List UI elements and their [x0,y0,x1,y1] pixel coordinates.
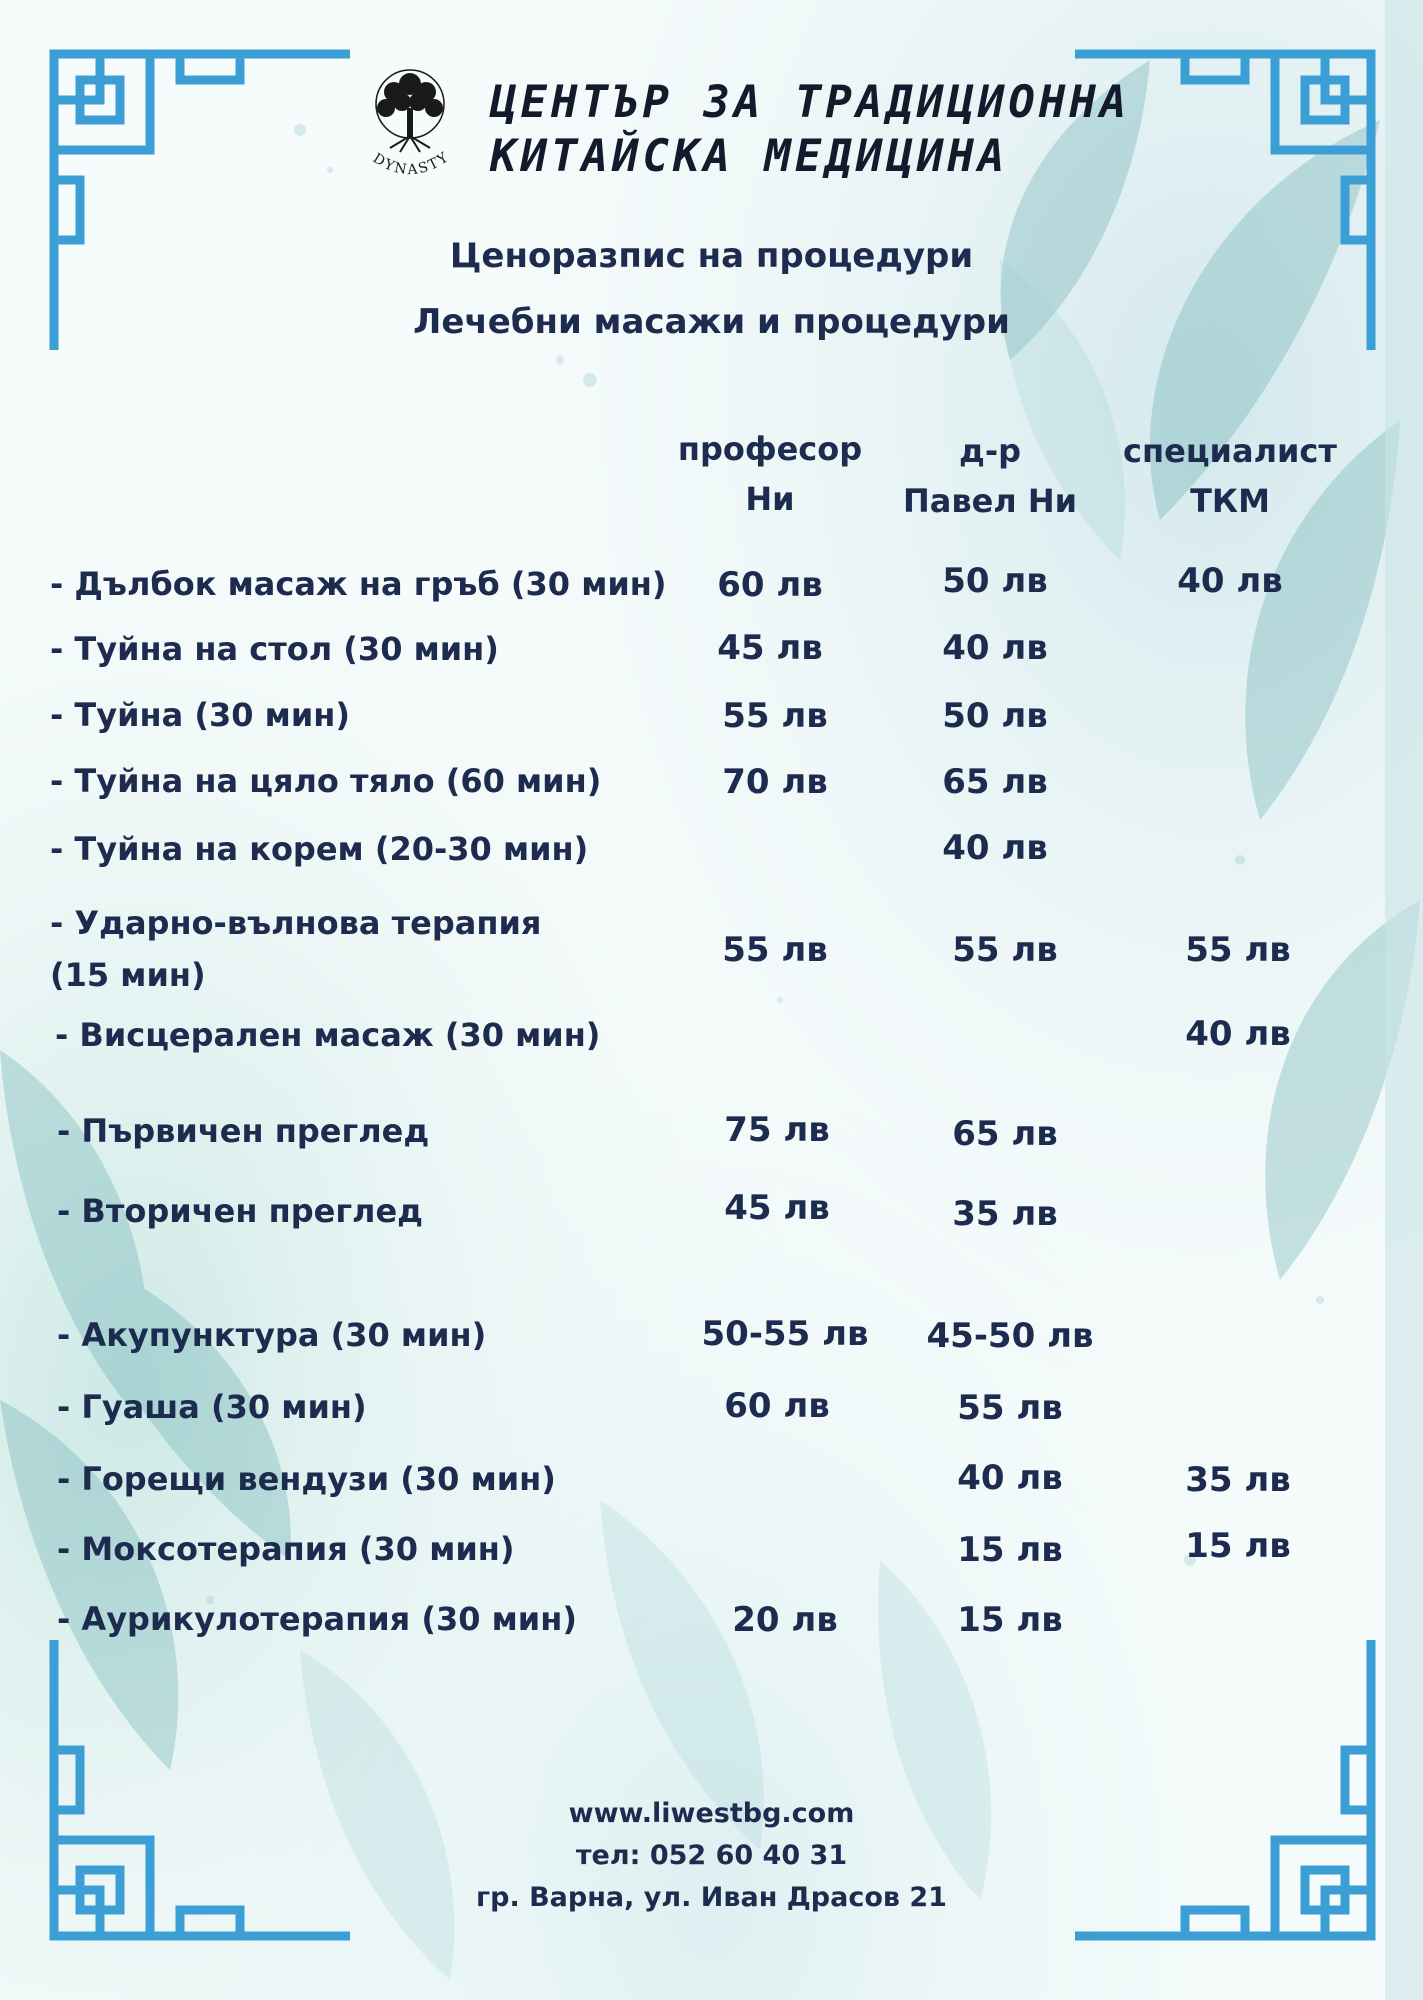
column-header-line: Павел Ни [902,482,1078,520]
price-specialist: 40 лв [1185,1014,1291,1054]
service-name: - Аурикулотерапия (30 мин) [57,1600,577,1638]
service-name: - Туйна (30 мин) [50,696,350,734]
price-professor: 75 лв [724,1110,830,1150]
price-doctor: 40 лв [942,628,1048,668]
price-professor: 45 лв [717,628,823,668]
price-doctor: 45-50 лв [926,1316,1094,1356]
price-doctor: 55 лв [952,930,1058,970]
table-row [0,762,1423,822]
column-header-professor [650,424,890,524]
price-doctor: 50 лв [942,696,1048,736]
service-name: - Туйна на корем (20-30 мин) [50,830,589,868]
logo-text: DYNASTY [369,148,453,179]
brand-line-1: ЦЕНТЪР ЗА ТРАДИЦИОННА [490,77,1131,128]
column-header-specialist [1110,426,1350,526]
footer-address: гр. Варна, ул. Иван Драсов 21 [476,1882,947,1913]
price-doctor: 40 лв [942,828,1048,868]
service-name: - Туйна на стол (30 мин) [50,630,499,668]
price-professor: 60 лв [717,565,823,605]
price-doctor: 50 лв [942,561,1048,601]
page-subtitle: Лечебни масажи и процедури [413,302,1010,342]
table-row [0,1188,1423,1252]
table-row [0,561,1423,625]
price-professor: 70 лв [722,762,828,802]
service-name: - Първичен преглед [57,1112,430,1150]
column-header-line: професор [677,430,863,468]
table-row [0,696,1423,756]
brand-line-2: КИТАЙСКА МЕДИЦИНА [490,131,1009,182]
column-header-line: д-р [958,432,1022,470]
service-name: - Висцерален масаж (30 мин) [55,1016,601,1054]
price-doctor: 40 лв [957,1458,1063,1498]
page-title: Ценоразпис на процедури [449,236,974,276]
table-row [0,1316,1423,1376]
column-header-line: специалист [1123,432,1337,470]
service-name-continued: (15 мин) [50,956,206,994]
price-doctor: 15 лв [957,1530,1063,1570]
table-row [0,830,1423,890]
price-professor: 55 лв [722,930,828,970]
column-header-line: Ни [745,480,795,518]
price-professor: 45 лв [724,1188,830,1228]
footer-website[interactable]: www.liwestbg.com [568,1798,855,1829]
table-row [0,1112,1423,1172]
price-professor: 55 лв [722,696,828,736]
svg-text:DYNASTY [370,149,453,179]
footer-phone: тел: 052 60 40 31 [575,1840,848,1871]
column-header-line: ТКМ [1190,482,1270,520]
tree-logo-icon [350,62,470,194]
service-name: - Моксотерапия (30 мин) [57,1530,515,1568]
column-header-doctor [870,426,1110,526]
table-row [0,1388,1423,1448]
price-specialist: 40 лв [1177,561,1283,601]
price-doctor: 35 лв [952,1194,1058,1234]
price-specialist: 35 лв [1185,1460,1291,1500]
price-professor: 20 лв [732,1600,838,1640]
price-doctor: 65 лв [942,762,1048,802]
service-name: - Гуаша (30 мин) [57,1388,367,1426]
table-row [0,1016,1423,1076]
price-doctor: 55 лв [957,1388,1063,1428]
service-name: - Акупунктура (30 мин) [57,1316,487,1354]
price-specialist: 55 лв [1185,930,1291,970]
table-row [0,1460,1423,1520]
price-doctor: 65 лв [952,1114,1058,1154]
service-name: - Горещи вендузи (30 мин) [57,1460,556,1498]
table-row [0,630,1423,690]
service-name: - Дълбок масаж на гръб (30 мин) [50,565,667,603]
brand-name [490,76,1130,184]
price-doctor: 15 лв [957,1600,1063,1640]
table-row [0,1600,1423,1660]
table-row [0,904,1423,1014]
price-professor: 60 лв [724,1386,830,1426]
service-name: - Туйна на цяло тяло (60 мин) [50,762,602,800]
frame-corner-top-left [40,40,400,400]
table-row [0,1526,1423,1590]
price-specialist: 15 лв [1185,1526,1291,1566]
service-name: - Вторичен преглед [57,1192,424,1230]
price-professor: 50-55 лв [701,1314,869,1354]
service-name: - Ударно-вълнова терапия [50,904,542,942]
